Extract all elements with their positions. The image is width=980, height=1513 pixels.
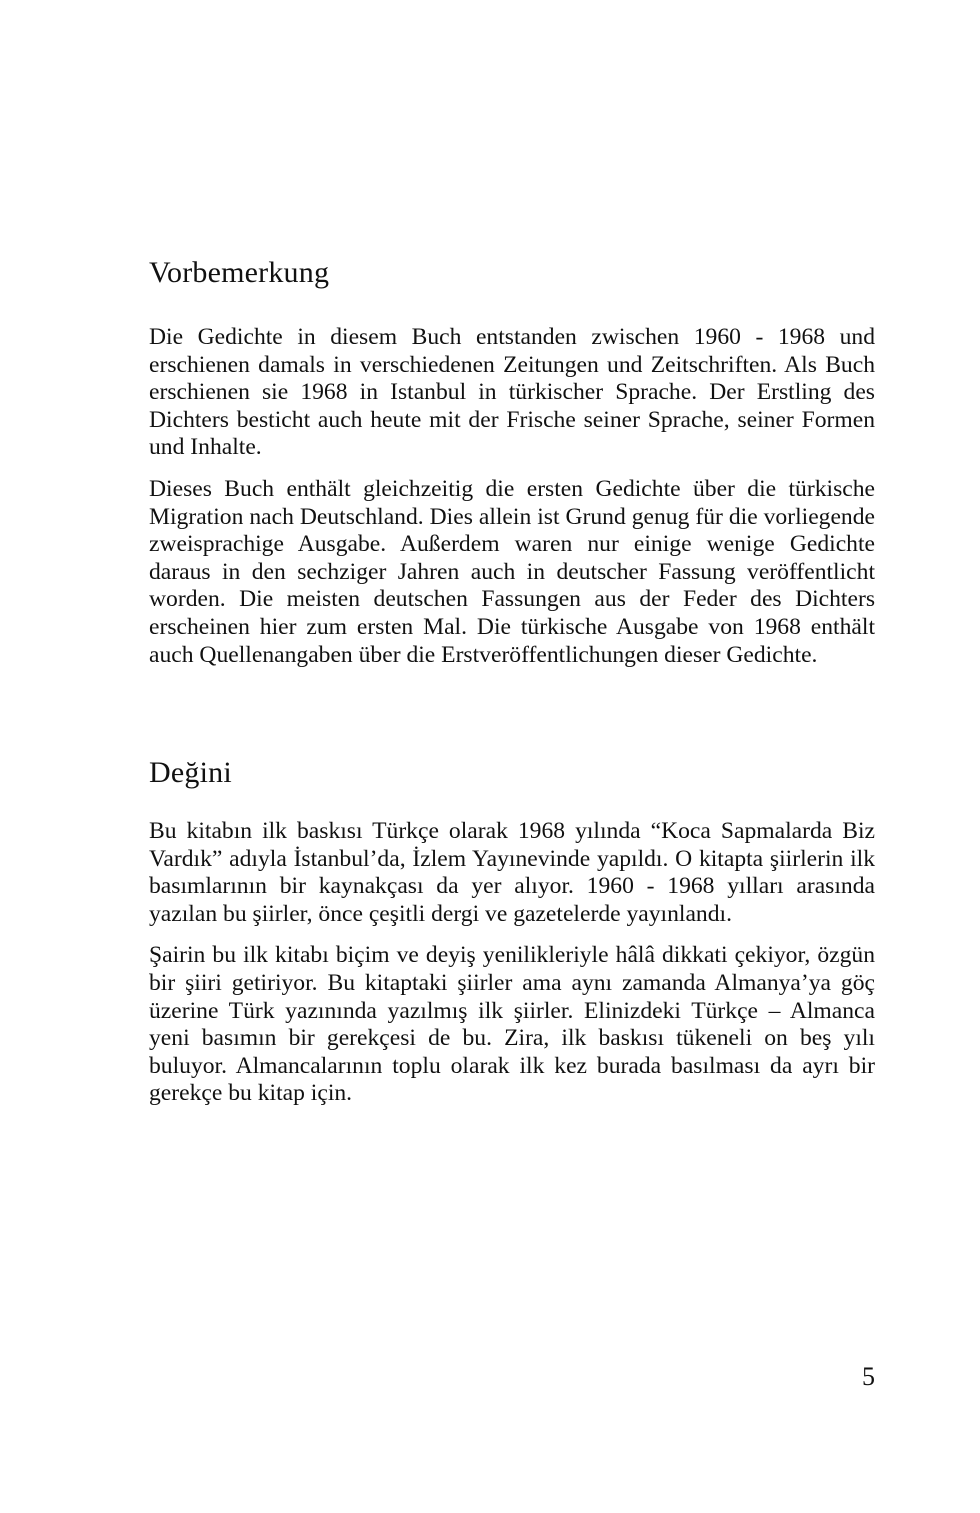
degini-section <box>149 756 875 1108</box>
vorbemerkung-heading: Vorbemerkung <box>149 256 330 289</box>
degini-heading: Değini <box>149 756 232 789</box>
page-number: 5 <box>862 1362 875 1391</box>
vorbemerkung-paragraph-2: Dieses Buch enthält gleichzeitig die ersten Gedichte über die türkische Migration nach Deutschland. Dies allein ist Grund genug für die vorliegende zweisprachige Ausgabe. Außerdem waren nur einige wenige Gedichte daraus in den sechziger Jahren auch in deutscher Fassung veröffentlicht worden. Die meisten deutschen Fassungen aus der Feder des Dichters erscheinen hier zum ersten Mal. Die türkische Ausgabe von 1968 enthält auch Quellenangaben über die Erstveröffentlichungen dieser Gedichte. <box>149 475 875 668</box>
degini-paragraph-1: Bu kitabın ilk baskısı Türkçe olarak 1968 yılında “Koca Sapmalarda Biz Vardık” adıyla İstanbul’da, İzlem Yayınevinde yapıldı. O kitapta şiirlerin ilk basımlarının bir kaynakçası da yer alıyor. 1960 - 1968 yılları arasında yazılan bu şiirler, önce çeşitli dergi ve gazetelerde yayınlandı. <box>149 818 875 927</box>
degini-paragraph-2: Şairin bu ilk kitabı biçim ve deyiş yenilikleriyle hâlâ dikkati çekiyor, özgün bir şiiri getiriyor. Bu kitaptaki şiirler ama aynı zamanda Almanya’ya göç üzerine Türk yazınında yazılmış ilk şiirler. Elinizdeki Türkçe – Almanca yeni basımın bir gerekçesi de bu. Zira, ilk baskısı tükeneli on beş yılı buluyor. Almancalarının toplu olarak ilk kez burada basılması da ayrı bir gerekçe bu kitap için. <box>149 942 875 1107</box>
vorbemerkung-paragraph-1: Die Gedichte in diesem Buch entstanden zwischen 1960 - 1968 und erschienen damals in verschiedenen Zeitungen und Zeitschriften. Als Buch erschienen sie 1968 in Istanbul in türkischer Sprache. Der Erstling des Dichters besticht auch heute mit der Frische seiner Sprache, seiner Formen und Inhalte. <box>149 324 875 461</box>
vorbemerkung-section <box>149 256 875 669</box>
